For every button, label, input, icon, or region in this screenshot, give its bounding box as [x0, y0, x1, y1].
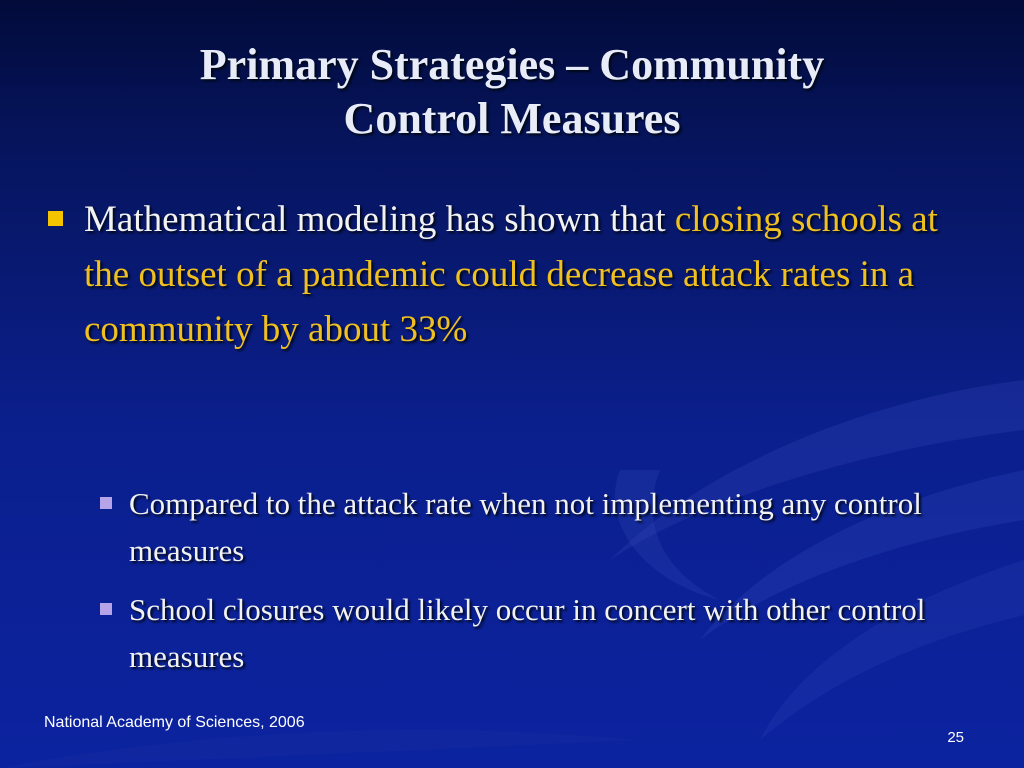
- main-bullet-text: [44, 192, 944, 357]
- square-bullet-icon: [48, 211, 63, 226]
- sub-bullet: [100, 586, 970, 680]
- sub-bullet-text: Compared to the attack rate when not implementing any control measures: [129, 486, 922, 568]
- slide-title-line-2: Control Measures: [343, 94, 681, 143]
- source-citation: National Academy of Sciences, 2006: [44, 714, 305, 731]
- square-bullet-icon: [100, 603, 112, 615]
- page-number: 25: [947, 729, 964, 746]
- square-bullet-icon: [100, 497, 112, 509]
- main-bullet-highlight-text: closing schools at the outset of a pandemic could decrease attack rates in a community by about 33%: [84, 199, 938, 350]
- main-bullet-plain-text: Mathematical modeling has shown that: [84, 199, 675, 240]
- slide-title-line-1: Primary Strategies – Community: [199, 40, 825, 89]
- sub-bullet-text: School closures would likely occur in concert with other control measures: [129, 592, 926, 674]
- sub-bullet: [100, 480, 970, 574]
- main-bullet: [44, 192, 944, 357]
- slide-title: [40, 38, 984, 146]
